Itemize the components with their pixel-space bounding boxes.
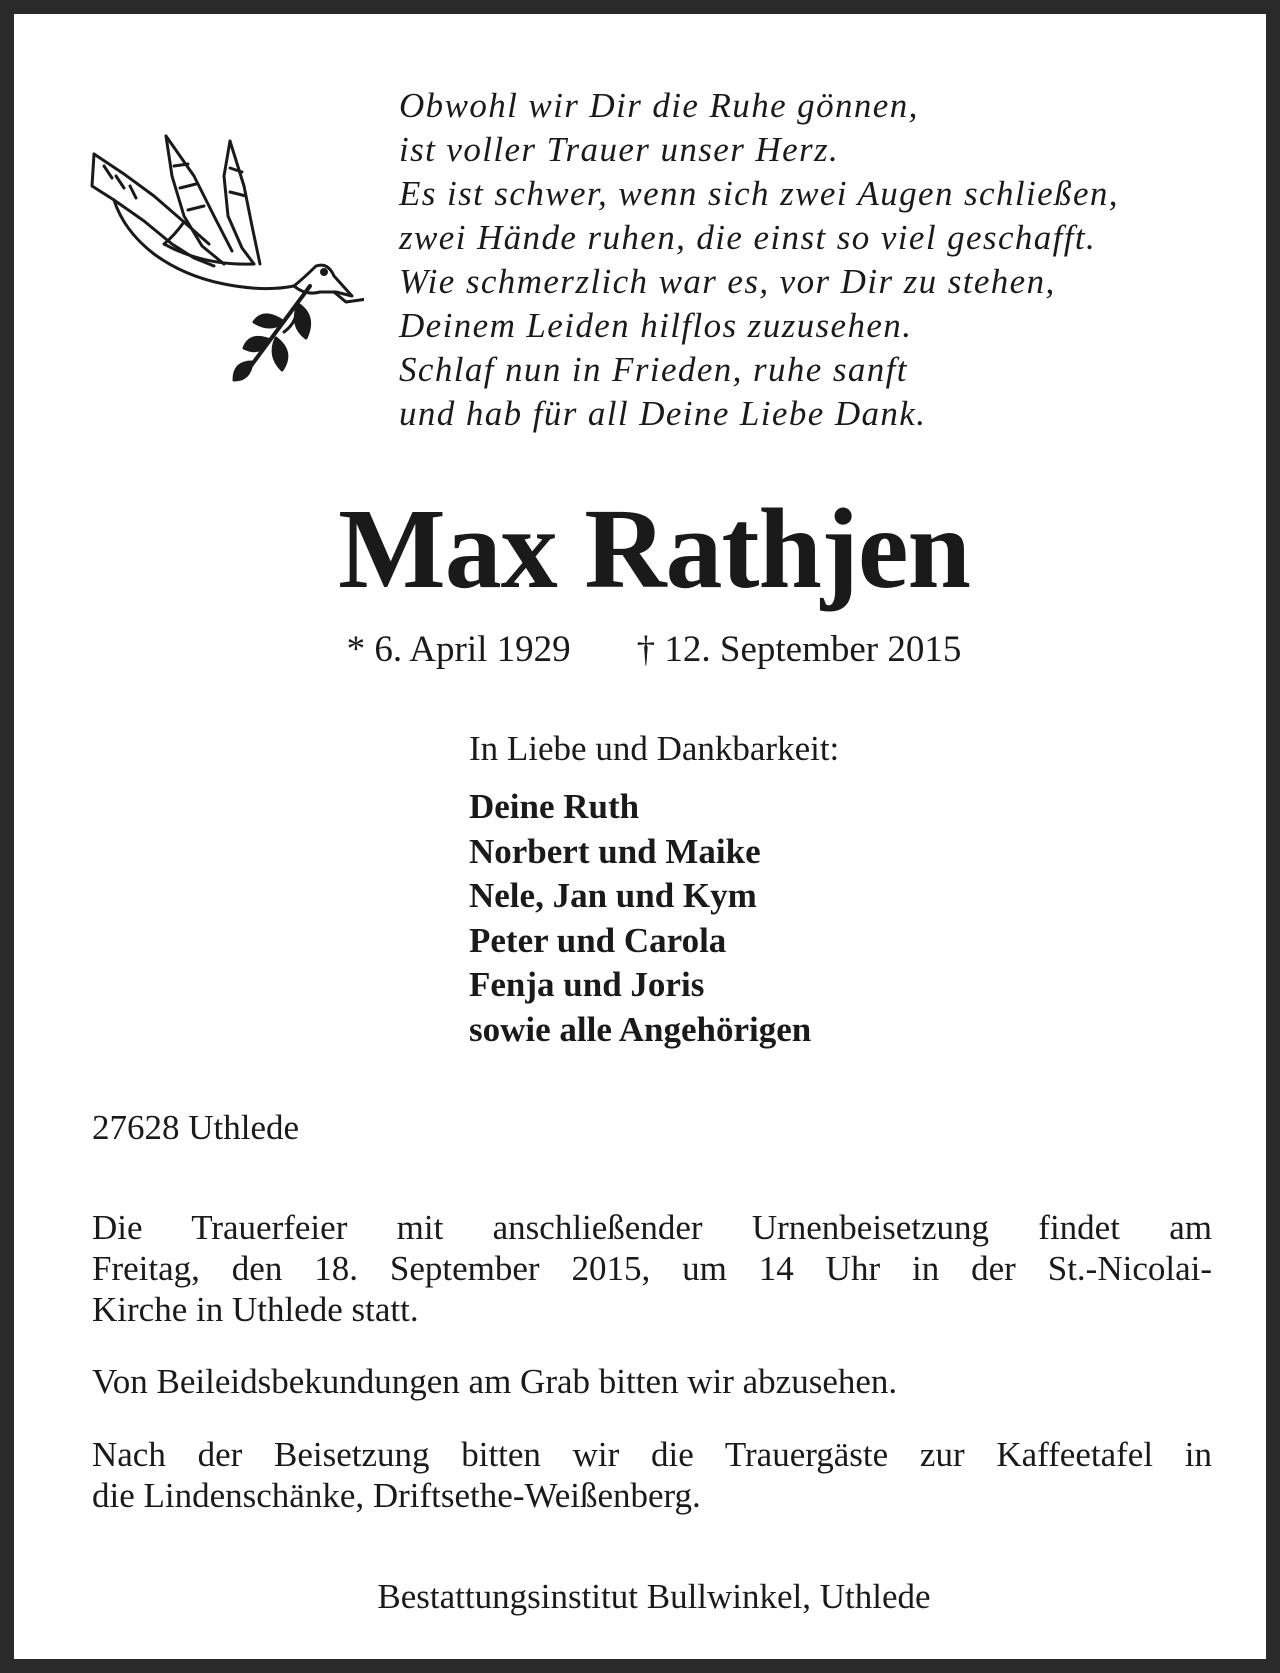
mourner-name: Fenja und Joris [469, 965, 705, 1004]
poem-line: und hab für all Deine Liebe Dank. [399, 394, 927, 433]
poem-line: Wie schmerzlich war es, vor Dir zu stehen, [399, 262, 1056, 301]
reception-notice-line: Nach der Beisetzung bitten wir die Trauergäste zur Kaffeetafel in [92, 1435, 1212, 1474]
funeral-notice-line: Die Trauerfeier mit anschließender Urnenbeisetzung findet am [92, 1208, 1212, 1247]
birth-date: * 6. April 1929 [346, 629, 571, 670]
funeral-notice-line: Kirche in Uthlede statt. [92, 1290, 419, 1329]
funeral-notice-line: Freitag, den 18. September 2015, um 14 Uhr in der St.-Nicolai- [92, 1249, 1212, 1288]
address: 27628 Uthlede [92, 1108, 300, 1147]
death-date: † 12. September 2015 [636, 629, 962, 670]
condolence-notice [92, 1361, 1212, 1402]
condolence-notice-line: Von Beileidsbekundungen am Grab bitten wir abzusehen. [92, 1362, 898, 1401]
poem-line: ist voller Trauer unser Herz. [399, 130, 840, 169]
life-dates [14, 628, 1280, 672]
poem-line: Schlaf nun in Frieden, ruhe sanft [399, 350, 908, 389]
mourner-name: Norbert und Maike [469, 831, 761, 871]
undertaker: Bestattungsinstitut Bullwinkel, Uthlede [377, 1577, 931, 1616]
mourner-name: Deine Ruth [469, 787, 640, 826]
deceased-name: Max Rathjen [338, 485, 970, 612]
mourner-name: sowie alle Angehörigen [469, 1009, 812, 1049]
poem-line: zwei Hände ruhen, die einst so viel geschafft. [399, 218, 1097, 257]
dove-with-olive-branch-icon [84, 126, 364, 406]
mourners-list [469, 785, 811, 1052]
mourners-intro: In Liebe und Dankbarkeit: [469, 729, 840, 768]
funeral-notice [92, 1207, 1212, 1330]
poem-line: Obwohl wir Dir die Ruhe gönnen, [399, 86, 919, 125]
poem-line: Deinem Leiden hilflos zuzusehen. [399, 306, 913, 345]
reception-notice [92, 1434, 1212, 1516]
mourner-name: Nele, Jan und Kym [469, 876, 757, 915]
poem-line: Es ist schwer, wenn sich zwei Augen schließen, [399, 174, 1119, 213]
poem [399, 84, 1239, 436]
reception-notice-line: die Lindenschänke, Driftsethe-Weißenberg. [92, 1476, 701, 1515]
mourner-name: Peter und Carola [469, 920, 727, 960]
